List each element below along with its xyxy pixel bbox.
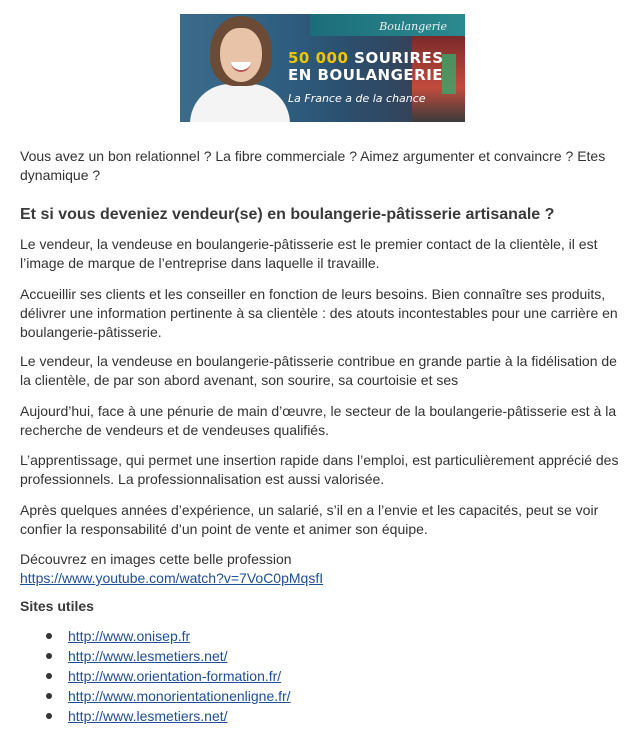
list-item bbox=[20, 626, 291, 646]
list-item bbox=[20, 646, 291, 666]
site-link-lesmetiers[interactable]: http://www.lesmetiers.net/ bbox=[68, 648, 228, 664]
site-link-orientation-formation[interactable]: http://www.orientation-formation.fr/ bbox=[68, 668, 282, 684]
paragraph-3: Le vendeur, la vendeuse en boulangerie-pâtisserie contribue en grande partie à la fidélisation de la clientèle, de par son abord avenant, son sourire, sa courtoisie et ses bbox=[20, 353, 617, 388]
article-heading: Et si vous deveniez vendeur(se) en boulangerie-pâtisserie artisanale ? bbox=[20, 206, 555, 223]
banner-title-number: 50 000 bbox=[288, 49, 349, 67]
banner-image bbox=[180, 14, 465, 122]
paragraph-7 bbox=[20, 550, 625, 588]
intro-paragraph: Vous avez un bon relationnel ? La fibre commerciale ? Aimez argumenter et convaincre ? Etes dynamique ? bbox=[20, 148, 606, 183]
bullet-icon bbox=[46, 693, 52, 699]
bullet-icon bbox=[46, 713, 52, 719]
sites-title: Sites utiles bbox=[20, 598, 94, 614]
site-link-onisep[interactable]: http://www.onisep.fr bbox=[68, 628, 191, 644]
paragraph-1: Le vendeur, la vendeuse en boulangerie-pâtisserie est le premier contact de la clientèle, il est l’image de marque de l’entreprise dans laquelle il travaille. bbox=[20, 236, 598, 271]
list-item bbox=[20, 666, 291, 686]
paragraph-5: L’apprentissage, qui permet une insertion rapide dans l’emploi, est particulièrement apprécié des professionnels. La professionnalisation est aussi valorisée. bbox=[20, 452, 619, 487]
site-link-monorientationenligne[interactable]: http://www.monorientationenligne.fr/ bbox=[68, 688, 291, 704]
person-body bbox=[190, 84, 290, 122]
bullet-icon bbox=[46, 673, 52, 679]
paragraph-4: Aujourd’hui, face à une pénurie de main d’œuvre, le secteur de la boulangerie-pâtisserie est à la recherche de vendeurs et de vendeuses qualifiés. bbox=[20, 403, 617, 438]
banner-title-line-1 bbox=[288, 50, 444, 66]
list-item bbox=[20, 686, 291, 706]
shop-window-detail bbox=[442, 54, 456, 94]
site-link-lesmetiers-2[interactable]: http://www.lesmetiers.net/ bbox=[68, 708, 228, 724]
banner-title-rest: SOURIRES bbox=[348, 49, 444, 67]
paragraph-6: Après quelques années d’expérience, un salarié, s’il en a l’envie et les capacités, peut se voir confier la responsabilité d’un point de vente et animer son équipe. bbox=[20, 502, 599, 537]
list-item bbox=[20, 706, 291, 726]
shop-sign bbox=[310, 14, 465, 36]
banner-title-line-2: EN BOULANGERIE bbox=[288, 66, 444, 84]
video-intro-text: Découvrez en images cette belle profession bbox=[20, 551, 292, 567]
paragraph-2: Accueillir ses clients et les conseiller en fonction de leurs besoins. Bien connaître ses produits, délivrer une information pertinente à sa clientèle : des atouts incontestables pour une carrière en boulangerie-pâtisserie. bbox=[20, 286, 618, 340]
shop-sign-text: Boulangerie bbox=[379, 20, 447, 33]
youtube-link[interactable]: https://www.youtube.com/watch?v=7VoC0pMqsfI bbox=[20, 570, 324, 586]
person-face bbox=[220, 28, 262, 82]
sites-list bbox=[20, 626, 291, 726]
bullet-icon bbox=[46, 653, 52, 659]
bullet-icon bbox=[46, 633, 52, 639]
banner-tagline: La France a de la chance bbox=[288, 92, 426, 105]
